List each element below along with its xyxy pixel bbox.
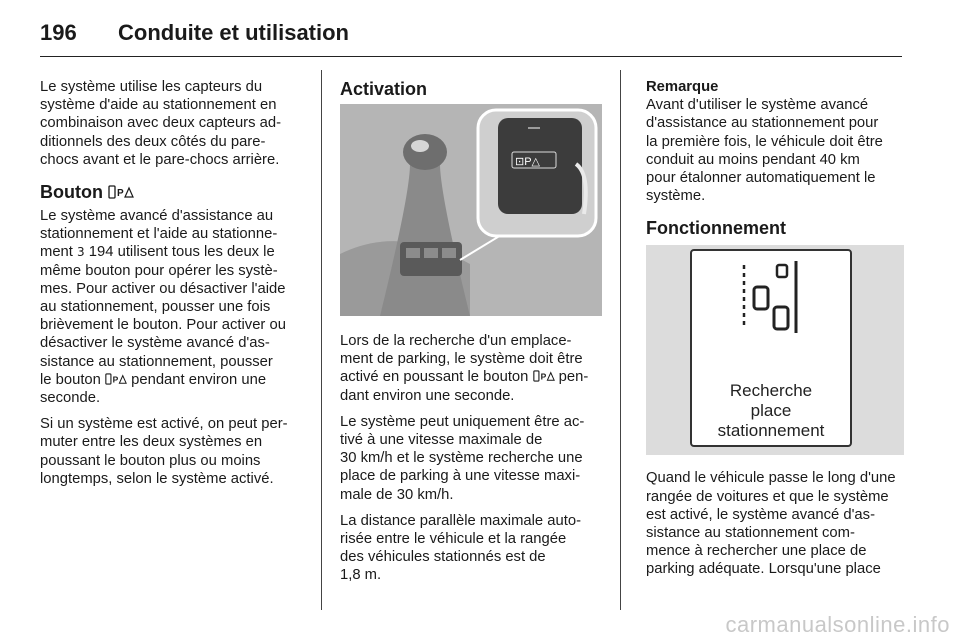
section-heading-bouton: Bouton P: [40, 181, 308, 203]
intro-paragraph: Le système utilise les capteurs du système d'aide au stationnement en combinaison avec deux capteurs ad- ditionnels des deux côtés du pare- chocs avant et le pare-chocs arrière.: [40, 79, 281, 168]
info-display: [690, 249, 852, 447]
column-left: [40, 78, 308, 496]
svg-text:P: P: [112, 374, 119, 385]
display-message: Recherche place stationnement: [717, 381, 825, 441]
column-right: [646, 78, 914, 587]
paragraph-bouton: Le système avancé d'assistance au stationnement et l'aide au stationne- ment 3 194 utilisent tous les deux le même bouton pour opérer les systè- mes. Pour activer ou désactiver l'aide au stationnement, pousser une fois brièvement le bouton. Pour activer ou désactiver le système avancé d'as- sistance au stationnement, pousser le bouton P pendant environ une seconde.: [40, 208, 286, 407]
watermark: carmanualsonline.info: [725, 612, 950, 637]
display-figure: [646, 245, 904, 455]
parking-lane-graphic: [692, 251, 850, 371]
column-middle: [340, 78, 608, 593]
paragraph-fonctionnement: Quand le véhicule passe le long d'une rangée de voitures et que le système est activé, le système avancé d'as- sistance au stationnement com- mence à rechercher une place de parking adéquate. Lorsqu'une place: [646, 470, 896, 578]
page-header: [40, 14, 902, 57]
paragraph-activation-1: Lors de la recherche d'un emplace- ment de parking, le système doit être activé en poussant le bouton P pen- dant environ une seconde.: [340, 333, 589, 404]
parking-assist-icon: [108, 185, 134, 199]
section-heading-activation: Activation: [340, 79, 428, 99]
page-number: 196: [40, 20, 77, 45]
svg-text:P: P: [117, 188, 124, 200]
page-title: Conduite et utilisation: [118, 20, 349, 45]
svg-text:⊡P△: ⊡P△: [515, 156, 541, 168]
page-reference-arrow-icon[interactable]: 3: [77, 245, 85, 260]
remark-title: Remarque: [646, 79, 719, 95]
paragraph-switch: Si un système est activé, on peut per- muter entre les deux systèmes en poussant le bouton plus ou moins longtemps, selon le système activé.: [40, 416, 288, 487]
svg-text:P: P: [540, 371, 546, 382]
column-divider: [321, 70, 322, 610]
remark-box: Remarque Avant d'utiliser le système avancé d'assistance au stationnement pour la première fois, le véhicule doit être conduit au moins pendant 40 km pour étalonner automatiquement le système.: [646, 78, 914, 205]
console-photo: [340, 104, 602, 316]
column-divider: [620, 70, 621, 610]
paragraph-activation-2: Le système peut uniquement être ac- tivé à une vitesse maximale de 30 km/h et le système recherche une place de parking à une vitesse maxi- male de 30 km/h.: [340, 413, 585, 503]
paragraph-activation-3: La distance parallèle maximale auto- risée entre le véhicule et la rangée des véhicules stationnés est de 1,8 m.: [340, 512, 581, 584]
parking-assist-icon: [105, 373, 127, 385]
parking-assist-icon: [533, 370, 555, 382]
section-heading-fonctionnement: Fonctionnement: [646, 218, 786, 239]
